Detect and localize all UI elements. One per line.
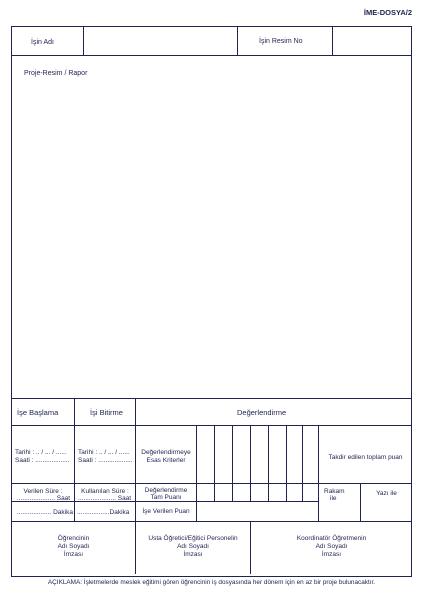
criteria-col-3	[250, 426, 251, 501]
coordinator-signature-line3: İmzası	[321, 551, 342, 558]
given-time-minutes: ................... Dakika	[17, 509, 73, 516]
criteria-col-4	[268, 426, 269, 501]
end-time: Saati : ...................	[78, 457, 133, 464]
numeric-label-line2: ile	[330, 495, 337, 502]
criteria-col-6	[302, 426, 303, 501]
eval-top-line	[11, 398, 412, 399]
job-name-label: İşin Adı	[31, 39, 54, 46]
coordinator-signature-line1: Koordinatör Öğretmenin	[296, 535, 367, 542]
eval-col-3	[196, 426, 197, 521]
eval-mid-line	[11, 483, 412, 484]
coordinator-signature-line2: Adı Soyadı	[315, 543, 348, 550]
used-time-hours: ..................... Saat	[78, 495, 132, 502]
footer-note: AÇIKLAMA: İşletmelerde meslek eğitimi gören öğrencinin iş dosyasında her dönem için en az bir proje bulunacaktır.	[47, 579, 376, 586]
trainer-signature-line1: Usta Öğretici/Eğitici Personelin	[148, 535, 238, 542]
top-row-separator-3	[332, 27, 333, 56]
form-code: İME-DOSYA/2	[363, 8, 412, 17]
start-header: İşe Başlama	[17, 408, 59, 417]
given-time-label: Verilen Süre :	[23, 488, 63, 495]
eval-bottom-line	[11, 521, 412, 522]
full-score-line2: Tam Puanı	[150, 494, 182, 501]
given-time-hours: ..................... Saat	[17, 495, 71, 502]
top-row-separator-2	[237, 27, 238, 56]
trainer-signature-line3: İmzası	[183, 551, 203, 558]
top-row-separator-1	[83, 27, 84, 56]
used-time-label: Kullanılan Süre :	[81, 488, 129, 495]
numeric-label-line1: Rakam	[324, 488, 345, 495]
criteria-label-line2: Esas Kriterler	[146, 457, 186, 464]
drawing-no-label: İşin Resim No	[259, 38, 303, 45]
student-signature-line1: Öğrencinin	[57, 535, 90, 542]
full-score-line1: Değerlendirme	[144, 487, 188, 494]
used-time-minutes: ..................Dakika	[77, 509, 130, 516]
student-signature-line2: Adı Soyadı	[57, 543, 90, 550]
trainer-signature-line2: Adı Soyadı	[177, 543, 209, 550]
criteria-col-2	[232, 426, 233, 501]
start-time: Saati : ...................	[15, 457, 70, 464]
given-score-label: İşe Verilen Puan	[142, 508, 190, 515]
start-date: Tarihi : .. / ... / ......	[15, 449, 67, 456]
total-label: Takdir edilen toplam puan	[328, 454, 403, 461]
criteria-col-5	[286, 426, 287, 501]
in-words-label: Yazı ile	[376, 490, 397, 497]
end-date: Tarihi : .. / ... / ......	[78, 449, 130, 456]
criteria-label-line1: Değerlendirmeye	[141, 449, 191, 456]
eval-col-4	[318, 426, 319, 521]
project-label: Proje-Resim / Rapor	[24, 70, 88, 77]
end-header: İşi Bitirme	[90, 408, 123, 417]
student-signature-line3: İmzası	[63, 551, 84, 558]
criteria-col-1	[214, 426, 215, 501]
eval-header: Değerlendirme	[237, 408, 287, 417]
eval-col-1	[74, 399, 75, 521]
top-row-divider	[11, 55, 412, 56]
eval-header-line	[11, 425, 412, 426]
